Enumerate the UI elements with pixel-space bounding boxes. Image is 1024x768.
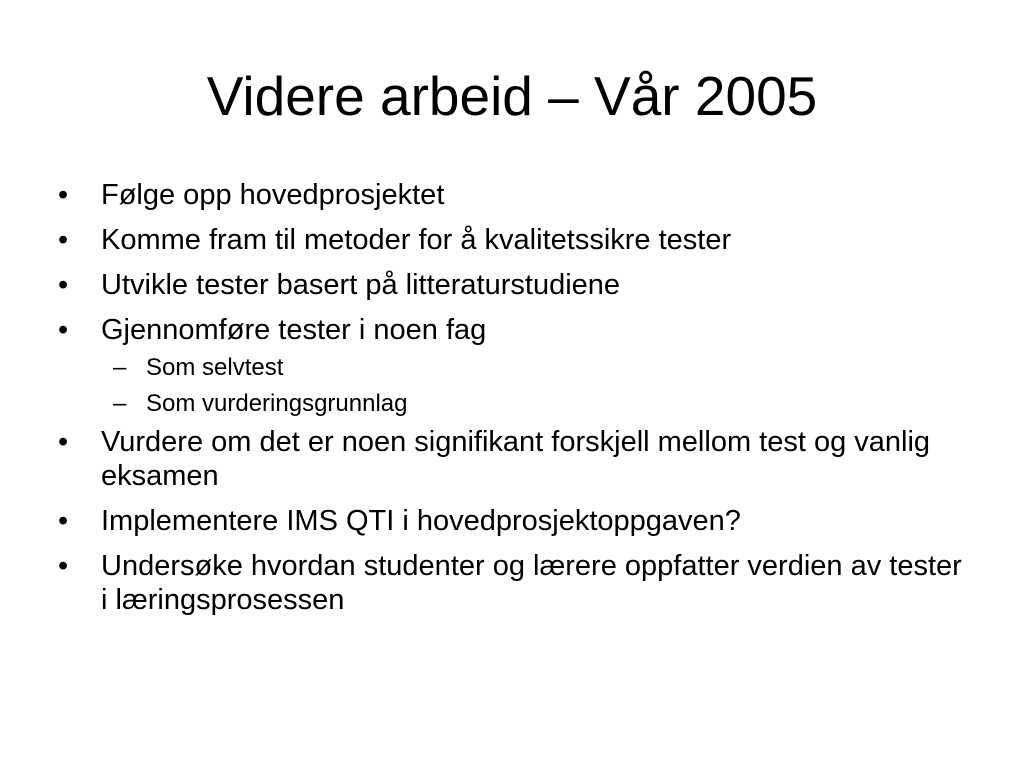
bullet-marker: •	[58, 426, 69, 458]
bullet-text: Følge opp hovedprosjektet	[101, 179, 445, 211]
bullet-marker: •	[58, 505, 69, 537]
bullet-item	[0, 268, 1024, 302]
sub-bullet-item	[0, 353, 1024, 383]
bullet-marker: •	[58, 269, 69, 301]
bullet-text: Undersøke hvordan studenter og lærere oppfatter verdien av tester i læringsprosessen	[101, 550, 962, 616]
bullet-marker: •	[58, 550, 69, 582]
bullet-marker: •	[58, 179, 69, 211]
bullet-item	[0, 313, 1024, 347]
bullet-item	[0, 549, 1024, 617]
bullet-text: Gjennomføre tester i noen fag	[101, 314, 487, 346]
sub-bullet-text: Som vurderingsgrunnlag	[146, 390, 408, 417]
sub-bullet-text: Som selvtest	[146, 354, 284, 381]
bullet-marker: •	[58, 224, 69, 256]
bullet-marker: •	[58, 314, 69, 346]
bullet-item	[0, 178, 1024, 212]
bullet-text: Vurdere om det er noen signifikant forskjell mellom test og vanlig eksamen	[101, 426, 931, 492]
bullet-item	[0, 504, 1024, 538]
sub-bullet-marker: –	[113, 354, 127, 381]
slide-title: Videre arbeid – Vår 2005	[206, 65, 818, 127]
bullet-text: Implementere IMS QTI i hovedprosjektoppgaven?	[101, 505, 741, 537]
bullet-text: Utvikle tester basert på litteraturstudiene	[101, 269, 621, 301]
bullet-item	[0, 425, 1024, 493]
bullet-item	[0, 223, 1024, 257]
sub-bullet-marker: –	[113, 390, 127, 417]
bullet-text: Komme fram til metoder for å kvalitetssikre tester	[101, 224, 732, 256]
bullet-list	[0, 178, 1024, 617]
sub-bullet-item	[0, 389, 1024, 419]
